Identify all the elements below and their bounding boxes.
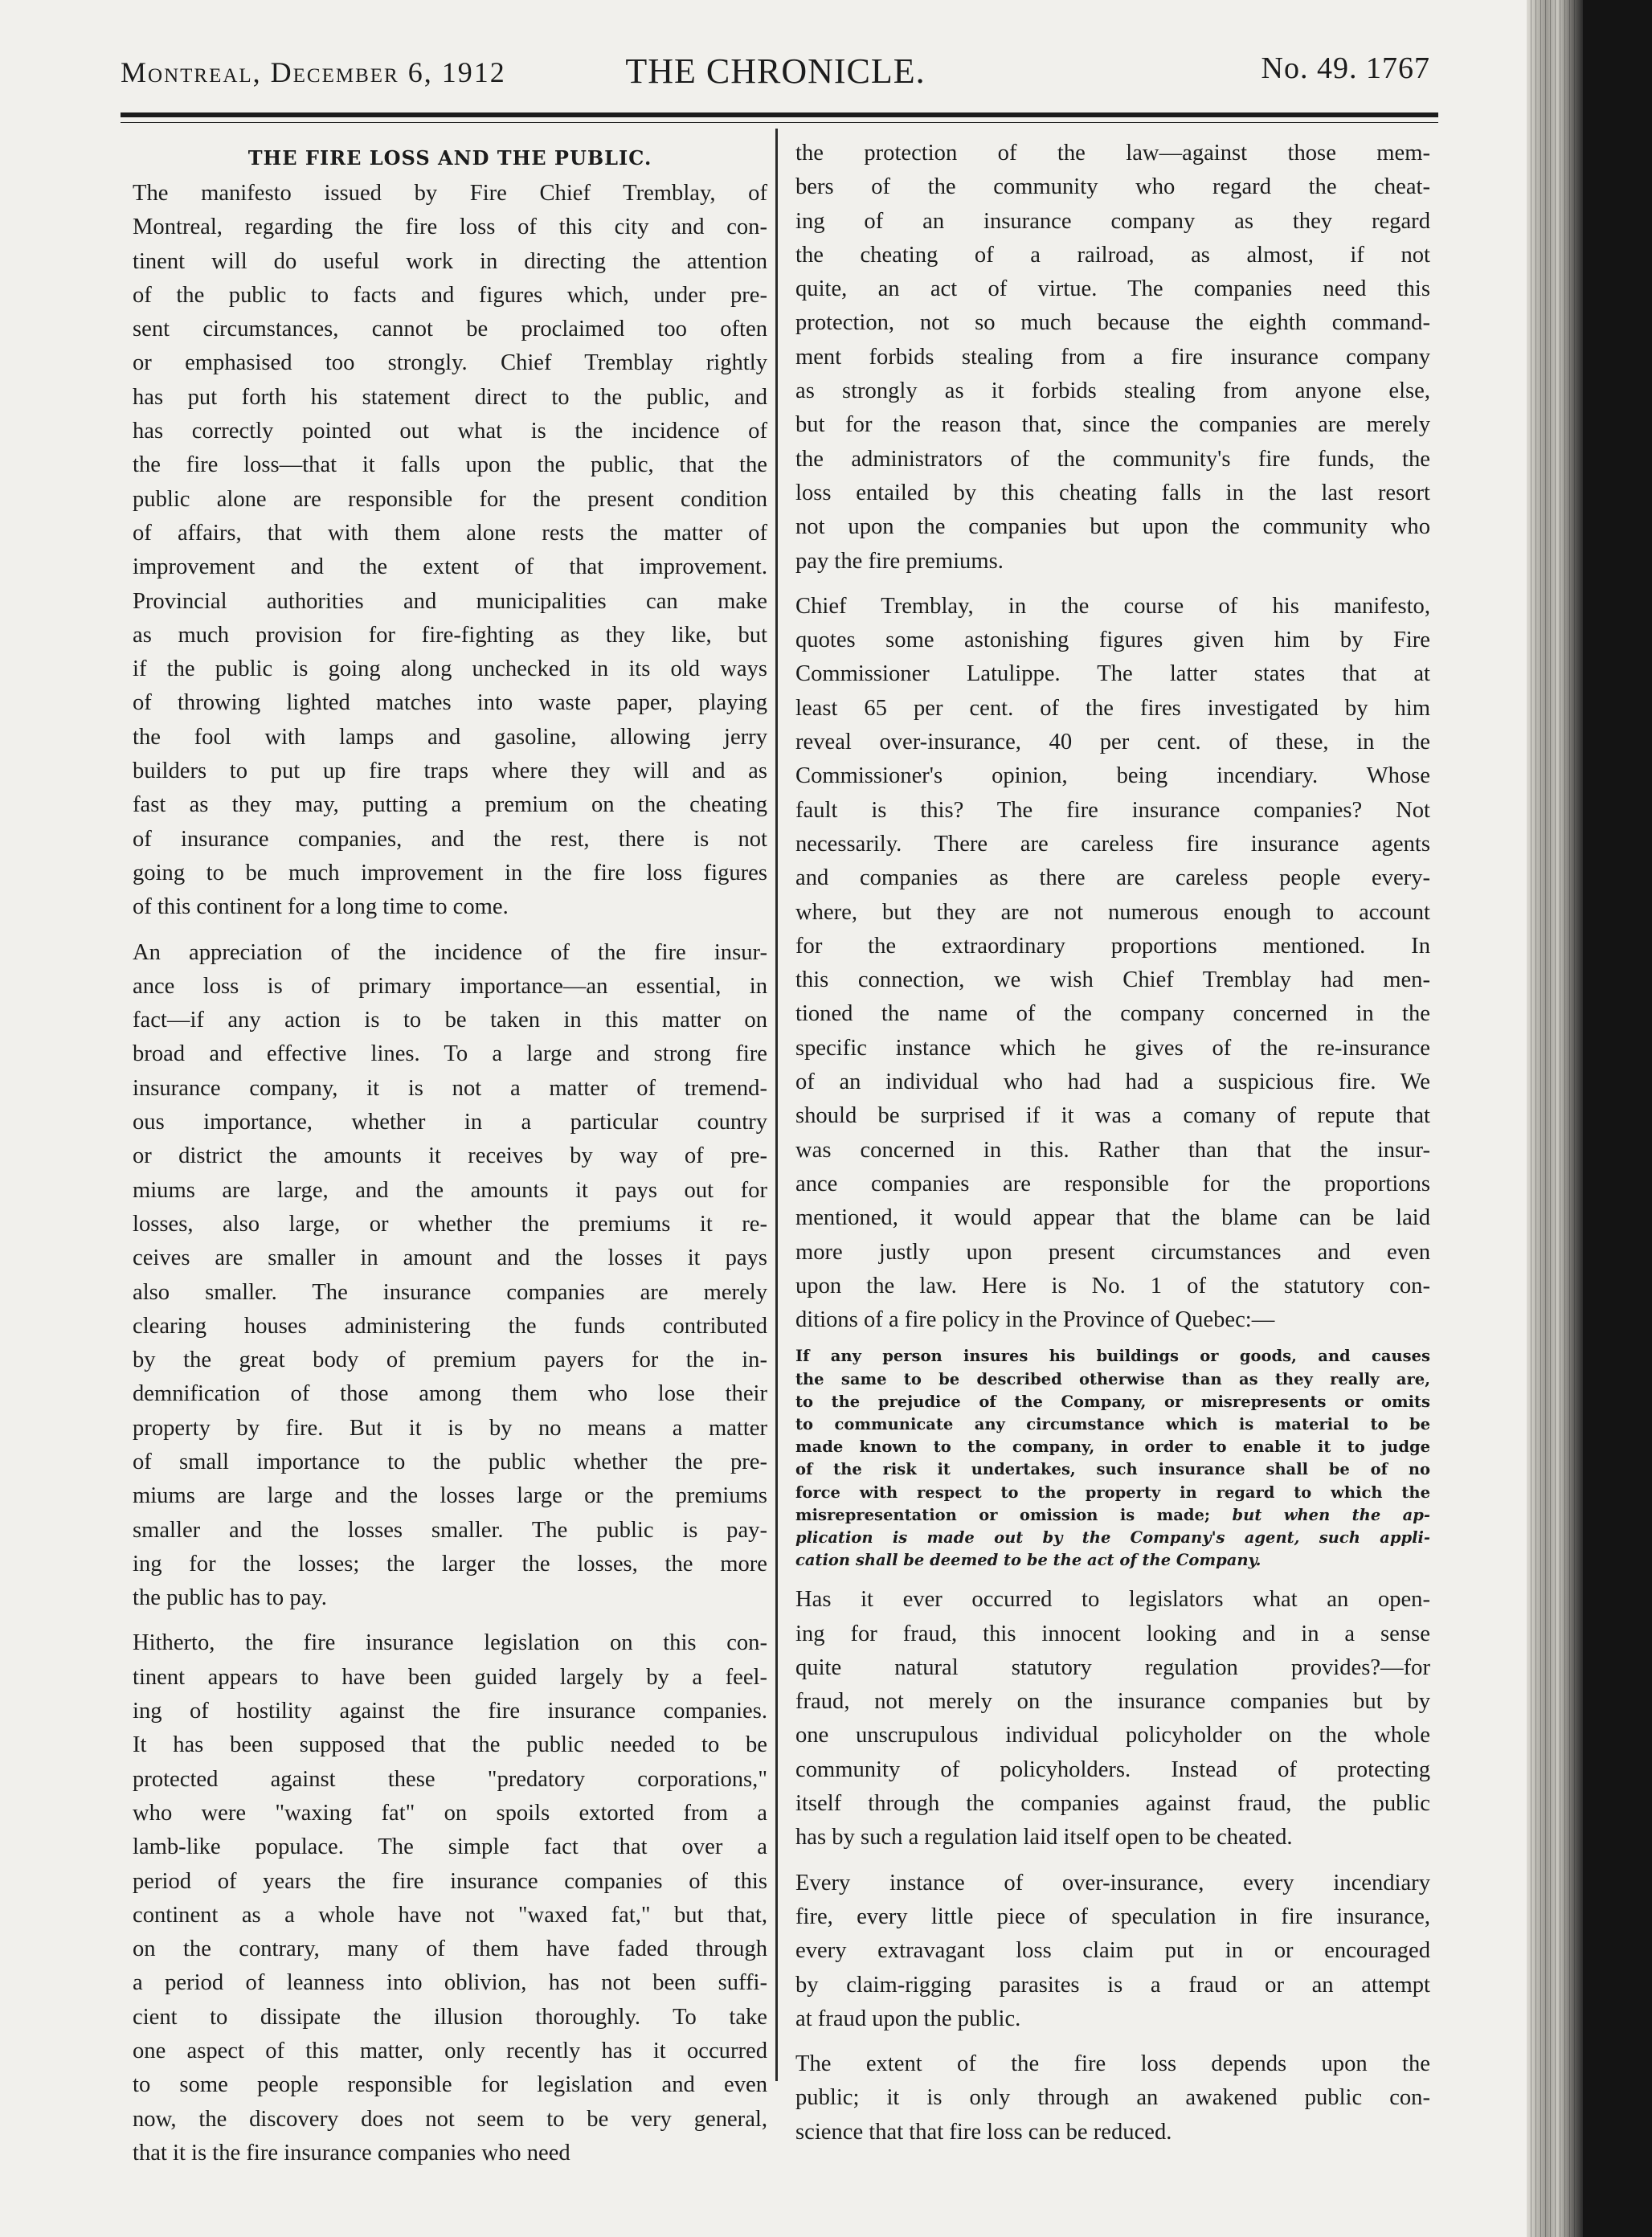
text-line: where, but they are not numerous enough to account — [795, 899, 1430, 925]
text-line: to some people responsible for legislation and even — [133, 2072, 767, 2098]
quote-line: to the prejudice of the Company, or misrepresents or omits — [795, 1392, 1430, 1411]
text-line: who were "waxing fat" on spoils extorted from a — [133, 1800, 767, 1826]
text-line: sent circumstances, cannot be proclaimed too often — [133, 317, 767, 342]
text-line: and companies as there are careless people every- — [795, 865, 1430, 891]
text-line: ing for the losses; the larger the losses, the more — [133, 1551, 767, 1577]
quote-italic-text: cation shall be deemed to be the act of the Company. — [795, 1551, 1261, 1570]
text-line: ance companies are responsible for the proportions — [795, 1171, 1430, 1196]
text-line: tinent will do useful work in directing the attention — [133, 248, 767, 274]
article-right-column — [795, 137, 1430, 2149]
text-line: the public has to pay. — [133, 1585, 327, 1611]
text-line: It has been supposed that the public needed to be — [133, 1732, 767, 1758]
text-line: by claim-rigging parasites is a fraud or an attempt — [795, 1972, 1430, 1998]
text-line: property by fire. But it is by no means a matter — [133, 1415, 767, 1441]
text-line: one unscrupulous individual policyholder on the whole — [795, 1723, 1430, 1748]
text-line: fast as they may, putting a premium on the cheating — [133, 792, 767, 818]
text-line: period of years the fire insurance companies of this — [133, 1868, 767, 1894]
text-line: reveal over-insurance, 40 per cent. of these, in the — [795, 730, 1430, 755]
text-line: pay the fire premiums. — [795, 548, 1004, 574]
paragraph-gap — [133, 925, 767, 936]
text-line: the fool with lamps and gasoline, allowing jerry — [133, 724, 767, 750]
text-line: ous importance, whether in a particular country — [133, 1110, 767, 1135]
text-line: has by such a regulation laid itself open to be cheated. — [795, 1825, 1293, 1851]
book-page-edge-lines — [1531, 0, 1579, 2237]
text-line: ing for fraud, this innocent looking and in a sense — [795, 1621, 1430, 1646]
text-line: insurance company, it is not a matter of tremend- — [133, 1075, 767, 1101]
text-line: by the great body of premium payers for the in- — [133, 1348, 767, 1373]
text-line: protected against these "predatory corporations," — [133, 1766, 767, 1792]
text-line: science that that fire loss can be reduced. — [795, 2119, 1172, 2145]
text-line: builders to put up fire traps where they will and as — [133, 759, 767, 784]
text-line: as much provision for fire-fighting as they like, but — [133, 622, 767, 648]
text-line: ing of an insurance company as they regard — [795, 208, 1430, 234]
text-line: a period of leanness into oblivion, has not been suffi- — [133, 1970, 767, 1996]
text-line: ing of hostility against the fire insurance companies. — [133, 1699, 767, 1724]
text-line: smaller and the losses smaller. The public is pay- — [133, 1517, 767, 1543]
text-line: quite, an act of virtue. The companies need this — [795, 276, 1430, 302]
text-line: also smaller. The insurance companies are merely — [133, 1279, 767, 1305]
paragraph-gap — [795, 579, 1430, 590]
text-line: demnification of those among them who lose their — [133, 1381, 767, 1407]
article-right-body-upper — [795, 137, 1430, 1337]
text-line: the fire loss—that it falls upon the public, that the — [133, 452, 767, 478]
header-rule — [121, 112, 1438, 117]
text-line: of insurance companies, and the rest, there is not — [133, 826, 767, 852]
text-line: Has it ever occurred to legislators what an open- — [795, 1587, 1430, 1613]
statutory-condition-quote — [795, 1345, 1430, 1572]
text-line: losses, also large, or whether the premiums it re- — [133, 1211, 767, 1237]
text-line: continent as a whole have not "waxed fat," but that, — [133, 1902, 767, 1928]
quote-line: of the risk it undertakes, such insurance shall be of no — [795, 1460, 1430, 1479]
quote-line: the same to be described otherwise than as they really are, — [795, 1369, 1430, 1388]
text-line: necessarily. There are careless fire insurance agents — [795, 831, 1430, 857]
text-line: loss entailed by this cheating falls in the last resort — [795, 480, 1430, 505]
text-line: ditions of a fire policy in the Province of Quebec:— — [795, 1307, 1275, 1333]
text-line: at fraud upon the public. — [795, 2006, 1021, 2031]
text-line: or district the amounts it receives by way of pre- — [133, 1143, 767, 1169]
quote-line: made known to the company, in order to enable it to judge — [795, 1437, 1430, 1457]
text-line: the administrators of the community's fire funds, the — [795, 446, 1430, 472]
text-line: community of policyholders. Instead of protecting — [795, 1756, 1430, 1782]
text-line: improvement and the extent of that improvement. — [133, 554, 767, 580]
text-line: ment forbids stealing from a fire insurance company — [795, 344, 1430, 370]
text-line: of throwing lighted matches into waste paper, playing — [133, 690, 767, 716]
text-line: not upon the companies but upon the community who — [795, 514, 1430, 540]
text-line: public; it is only through an awakened public con- — [795, 2085, 1430, 2111]
text-line: going to be much improvement in the fire loss figures — [133, 860, 767, 885]
text-line: of this continent for a long time to come. — [133, 894, 509, 920]
text-line: of affairs, that with them alone rests the matter of — [133, 520, 767, 546]
text-line: Commissioner Latulippe. The latter states that at — [795, 661, 1430, 687]
text-line: of an individual who had had a suspicious fire. We — [795, 1069, 1430, 1095]
text-line: now, the discovery does not seem to be very general, — [133, 2106, 767, 2132]
text-line: Hitherto, the fire insurance legislation on this con- — [133, 1630, 767, 1656]
text-line: Chief Tremblay, in the course of his manifesto, — [795, 593, 1430, 619]
text-line: protection, not so much because the eighth command- — [795, 310, 1430, 336]
text-line: Montreal, regarding the fire loss of this city and con- — [133, 215, 767, 240]
article-left-column — [133, 137, 767, 2170]
quote-line: force with respect to the property in regard to which the — [795, 1482, 1430, 1502]
text-line: Provincial authorities and municipalities can make — [133, 588, 767, 614]
header-dateline: Montreal, December 6, 1912 — [121, 56, 506, 88]
quote-italic-text: plication is made out by the Company's agent, such appli- — [795, 1527, 1430, 1547]
text-line: itself through the companies against fraud, the public — [795, 1791, 1430, 1817]
quote-italic-text: but when the ap- — [1232, 1505, 1430, 1524]
text-line: for the extraordinary proportions mentioned. In — [795, 933, 1430, 959]
text-line: tioned the name of the company concerned in the — [795, 1001, 1430, 1027]
text-line: quotes some astonishing figures given him by Fire — [795, 628, 1430, 653]
text-line: fraud, not merely on the insurance companies but by — [795, 1689, 1430, 1715]
text-line: lamb-like populace. The simple fact that over a — [133, 1834, 767, 1860]
paragraph-gap — [795, 2036, 1430, 2047]
text-line: The manifesto issued by Fire Chief Tremblay, of — [133, 181, 767, 206]
text-line: of small importance to the public whether the pre- — [133, 1449, 767, 1474]
text-line: if the public is going along unchecked in its old ways — [133, 656, 767, 682]
text-line: cient to dissipate the illusion thoroughly. To take — [133, 2004, 767, 2030]
column-divider — [775, 129, 778, 2081]
text-line: quite natural statutory regulation provides?—for — [795, 1654, 1430, 1680]
text-line: fire, every little piece of speculation in fire insurance, — [795, 1904, 1430, 1929]
article-left-body — [133, 177, 767, 2170]
text-line: as strongly as it forbids stealing from anyone else, — [795, 378, 1430, 404]
text-line: least 65 per cent. of the fires investigated by him — [795, 695, 1430, 721]
quote-line — [795, 1527, 1430, 1549]
text-line: of the public to facts and figures which, under pre- — [133, 282, 767, 308]
text-line: Every instance of over-insurance, every incendiary — [795, 1870, 1430, 1896]
text-line: was concerned in this. Rather than that the insur- — [795, 1137, 1430, 1163]
quote-line-text: misrepresentation or omission is made; — [795, 1505, 1211, 1524]
text-line: on the contrary, many of them have faded through — [133, 1936, 767, 1962]
text-line: but for the reason that, since the companies are merely — [795, 412, 1430, 438]
text-line: every extravagant loss claim put in or encouraged — [795, 1938, 1430, 1964]
text-line: miums are large, and the amounts it pays out for — [133, 1177, 767, 1203]
text-line: Commissioner's opinion, being incendiary. Whose — [795, 763, 1430, 789]
text-line: ceives are smaller in amount and the losses it pays — [133, 1245, 767, 1271]
text-line: tinent appears to have been guided largely by a feel- — [133, 1664, 767, 1690]
text-line: should be surprised if it was a comany of repute that — [795, 1103, 1430, 1129]
text-line: public alone are responsible for the present condition — [133, 486, 767, 512]
text-line: has correctly pointed out what is the incidence of — [133, 419, 767, 444]
text-line: An appreciation of the incidence of the fire insur- — [133, 939, 767, 965]
text-line: The extent of the fire loss depends upon the — [795, 2051, 1430, 2077]
header-rule-thin — [121, 122, 1438, 123]
text-line: or emphasised too strongly. Chief Tremblay rightly — [133, 350, 767, 376]
text-line: has put forth his statement direct to the public, and — [133, 384, 767, 410]
header-publication-title: THE CHRONICLE. — [625, 51, 926, 91]
text-line: upon the law. Here is No. 1 of the statutory con- — [795, 1273, 1430, 1298]
text-line: more justly upon present circumstances and even — [795, 1239, 1430, 1265]
quote-line — [795, 1504, 1430, 1527]
text-line: this connection, we wish Chief Tremblay had men- — [795, 967, 1430, 993]
quote-line: If any person insures his buildings or goods, and causes — [795, 1347, 1430, 1366]
page-header — [121, 44, 1430, 100]
text-line: bers of the community who regard the cheat- — [795, 174, 1430, 200]
text-line: miums are large and the losses large or the premiums — [133, 1483, 767, 1509]
header-issue-page-number: No. 49. 1767 — [1261, 51, 1430, 85]
text-line: fault is this? The fire insurance companies? Not — [795, 797, 1430, 823]
article-right-body-lower — [795, 1583, 1430, 2149]
text-line: clearing houses administering the funds contributed — [133, 1313, 767, 1339]
text-line: the protection of the law—against those mem- — [795, 141, 1430, 166]
text-line: ance loss is of primary importance—an essential, in — [133, 973, 767, 999]
text-line: specific instance which he gives of the re-insurance — [795, 1035, 1430, 1061]
paragraph-gap — [795, 1855, 1430, 1867]
text-line: fact—if any action is to be taken in this matter on — [133, 1008, 767, 1033]
article-title: THE FIRE LOSS AND THE PUBLIC. — [247, 146, 652, 170]
text-line: one aspect of this matter, only recently has it occurred — [133, 2039, 767, 2064]
text-line: mentioned, it would appear that the blame can be laid — [795, 1205, 1430, 1231]
quote-line: to communicate any circumstance which is material to be — [795, 1414, 1430, 1433]
text-line: broad and effective lines. To a large and strong fire — [133, 1041, 767, 1067]
text-line: the cheating of a railroad, as almost, if not — [795, 242, 1430, 268]
quote-body — [795, 1345, 1430, 1572]
paragraph-gap — [133, 1615, 767, 1626]
quote-line — [795, 1549, 1430, 1572]
text-line: that it is the fire insurance companies who need — [133, 2140, 570, 2165]
